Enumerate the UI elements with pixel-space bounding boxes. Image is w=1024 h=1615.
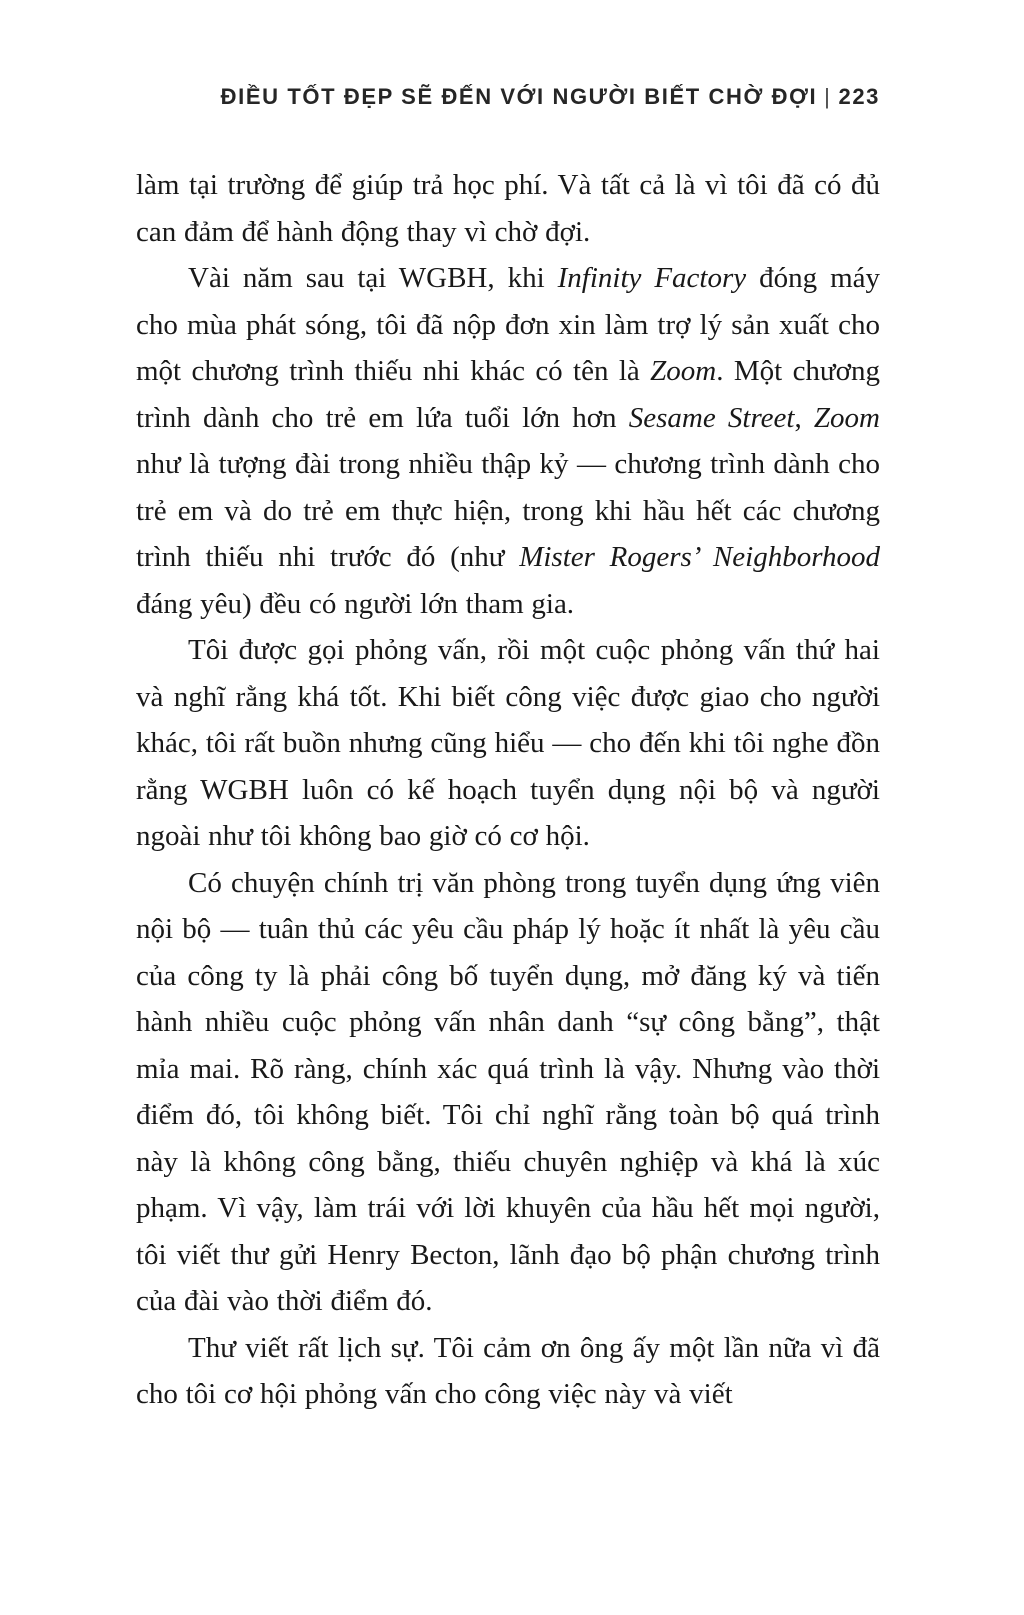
paragraph-interviews [136, 627, 880, 860]
italic-text-run: Sesame Street [628, 401, 795, 434]
text-run: Tôi được gọi phỏng vấn, rồi một cuộc phỏng vấn thứ hai và nghĩ rằng khá tốt. Khi biết công việc được giao cho người khác, tôi rất buồn nhưng cũng hiểu — cho đến khi tôi nghe đồn rằng WGBH luôn có kế hoạch tuyển dụng nội bộ và người ngoài như tôi không bao giờ có cơ hội. [136, 634, 880, 852]
text-run: đáng yêu) đều có người lớn tham gia. [136, 587, 575, 620]
text-run: Vài năm sau tại WGBH, khi [188, 262, 558, 294]
italic-text-run: Infinity Factory [557, 262, 747, 294]
page-header [136, 84, 880, 110]
italic-text-run: Zoom [813, 401, 880, 434]
running-title: ĐIỀU TỐT ĐẸP SẼ ĐẾN VỚI NGƯỜI BIẾT CHỜ ĐỢI [220, 84, 818, 109]
paragraph-letter [136, 1325, 880, 1418]
page-number: 223 [838, 84, 880, 109]
italic-text-run: Zoom [650, 355, 717, 387]
text-run: , [794, 401, 814, 434]
text-run: Có chuyện chính trị văn phòng trong tuyển dụng ứng viên nội bộ — tuân thủ các yêu cầu pháp lý hoặc ít nhất là yêu cầu của công ty là phải công bố tuyển dụng, mở đăng ký và tiến hành nhiều cuộc phỏng vấn nhân danh “sự công bằng”, thật mỉa mai. Rõ ràng, chính xác quá trình là vậy. Nhưng vào thời điểm đó, tôi không biết. Tôi chỉ nghĩ rằng toàn bộ quá trình này là không công bằng, thiếu chuyên nghiệp và khá là xúc phạm. Vì vậy, làm trái với lời khuyên của hầu hết mọi người, tôi viết thư gửi Henry Becton, lãnh đạo bộ phận chương trình của đài vào thời điểm đó. [136, 866, 880, 1317]
header-separator: | [824, 84, 832, 109]
text-run: . Một chương trình dành cho trẻ em lứa tuổi lớn hơn [136, 355, 880, 434]
paragraph-wgbh-zoom [136, 255, 880, 627]
text-run: làm tại trường để giúp trả học phí. Và tất cả là vì tôi đã có đủ can đảm để hành động thay vì chờ đợi. [136, 169, 880, 248]
paragraph-continuation [136, 162, 880, 255]
italic-text-run: Mister Rogers’ Neighborhood [519, 541, 880, 573]
text-run: Thư viết rất lịch sự. Tôi cảm ơn ông ấy một lần nữa vì đã cho tôi cơ hội phỏng vấn cho công việc này và viết [136, 1331, 880, 1410]
paragraph-office-politics [136, 860, 880, 1325]
text-run: đóng máy cho mùa phát sóng, tôi đã nộp đơn xin làm trợ lý sản xuất cho một chương trình thiếu nhi khác có tên là [136, 262, 880, 387]
body-text [136, 162, 880, 1418]
text-run: như là tượng đài trong nhiều thập kỷ — chương trình dành cho trẻ em và do trẻ em thực hiện, trong khi hầu hết các chương trình thiếu nhi trước đó (như [136, 448, 880, 573]
